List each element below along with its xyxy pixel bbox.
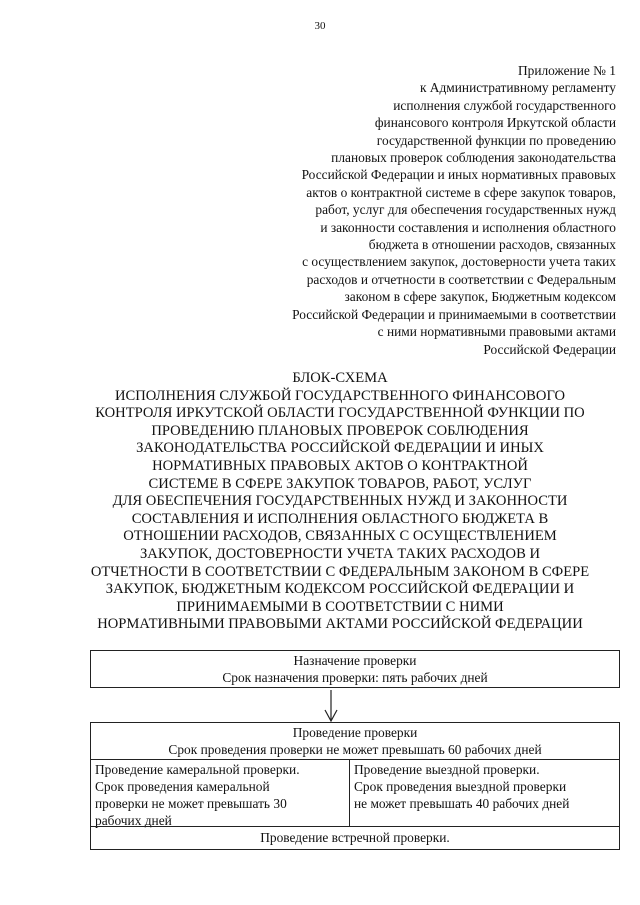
title-line: ПРИНИМАЕМЫМИ В СООТВЕТСТВИИ С НИМИ (176, 598, 504, 615)
conduct-title: Проведение проверки (292, 725, 418, 740)
appendix-line: с ними нормативными правовыми актами (377, 324, 616, 340)
appendix-line: Российской Федерации и принимаемыми в соответствии (292, 306, 616, 322)
down-arrow-icon (324, 690, 338, 722)
desk-word: камеральной (196, 779, 270, 794)
title-line: ОТНОШЕНИИ РАСХОДОВ, СВЯЗАННЫХ С ОСУЩЕСТВЛЕНИЕМ (123, 528, 557, 545)
desk-line: рабочих дней (95, 813, 172, 828)
desk-inspection-cell (90, 759, 350, 827)
title-line: ЗАКУПОК, БЮДЖЕТНЫМ КОДЕКСОМ РОССИЙСКОЙ ФЕДЕРАЦИИ И (105, 581, 575, 598)
appendix-line: работ, услуг для обеспечения государственных нужд (315, 202, 616, 218)
appendix-line: Приложение № 1 (517, 63, 616, 78)
block-scheme-title (60, 370, 620, 634)
title-line: КОНТРОЛЯ ИРКУТСКОЙ ОБЛАСТИ ГОСУДАРСТВЕННОЙ ФУНКЦИИ ПО (95, 405, 585, 422)
title-line: ДЛЯ ОБЕСПЕЧЕНИЯ ГОСУДАРСТВЕННЫХ НУЖД И ЗАКОННОСТИ (112, 493, 568, 510)
desk-word: проверки (95, 796, 149, 811)
desk-word: превышать (207, 796, 271, 811)
title-line: ИСПОЛНЕНИЯ СЛУЖБОЙ ГОСУДАРСТВЕННОГО ФИНАНСОВОГО (114, 387, 566, 404)
conduct-term: Срок проведения проверки не может превышать 60 рабочих дней (168, 742, 542, 757)
appendix-line: законом в сфере закупок, Бюджетным кодексом (344, 289, 616, 305)
appendix-line: исполнения службой государственного (393, 97, 616, 113)
appendix-line: бюджета в отношении расходов, связанных (368, 237, 616, 253)
assignment-box (90, 650, 620, 688)
appendix-line: и законности составления и исполнения областного (320, 219, 616, 235)
page-number: 30 (314, 20, 326, 32)
appendix-line: с осуществлением закупок, достоверности учета таких (302, 254, 616, 270)
field-inspection-cell (349, 759, 620, 827)
desk-word: проведения (127, 779, 194, 794)
desk-line (95, 761, 345, 778)
title-line: ОТЧЕТНОСТИ В СООТВЕТСТВИИ С ФЕДЕРАЛЬНЫМ ЗАКОНОМ В СФЕРЕ (90, 563, 590, 580)
title-line: НОРМАТИВНЫХ ПРАВОВЫХ АКТОВ О КОНТРАКТНОЙ (152, 457, 528, 474)
appendix-line: расходов и отчетности в соответствии с Федеральным (306, 271, 616, 287)
assignment-title: Назначение проверки (293, 653, 417, 668)
desk-word: Проведение (95, 762, 164, 777)
desk-word: Срок (95, 779, 124, 794)
desk-word: может (167, 796, 204, 811)
conduct-box (90, 722, 620, 760)
title-line: СИСТЕМЕ В СФЕРЕ ЗАКУПОК ТОВАРОВ, РАБОТ, УСЛУГ (148, 475, 532, 492)
appendix-heading (196, 62, 616, 358)
desk-word: не (151, 796, 165, 811)
desk-line (95, 795, 345, 812)
inspection-types-row (90, 759, 620, 827)
appendix-line: актов о контрактной системе в сфере закупок товаров, (306, 184, 616, 200)
appendix-line: плановых проверок соблюдения законодательства (331, 150, 616, 166)
title-line: СОСТАВЛЕНИЯ И ИСПОЛНЕНИЯ ОБЛАСТНОГО БЮДЖЕТА В (131, 510, 549, 527)
assignment-term: Срок назначения проверки: пять рабочих дней (222, 670, 488, 685)
appendix-line: государственной функции по проведению (376, 132, 616, 148)
field-title: Проведение выездной проверки. (354, 762, 540, 777)
appendix-line: Российской Федерации (483, 341, 616, 357)
title-line: ЗАКУПОК, ДОСТОВЕРНОСТИ УЧЕТА ТАКИХ РАСХОДОВ И (140, 545, 540, 562)
title-line: БЛОК-СХЕМА (292, 370, 388, 386)
field-term-line: не может превышать 40 рабочих дней (354, 796, 570, 811)
desk-word: 30 (273, 796, 287, 811)
counter-inspection-box (90, 826, 620, 850)
title-line: НОРМАТИВНЫМИ ПРАВОВЫМИ АКТАМИ РОССИЙСКОЙ ФЕДЕРАЦИИ (97, 616, 583, 633)
appendix-line: финансового контроля Иркутской области (374, 115, 616, 131)
desk-word: камеральной (166, 762, 240, 777)
appendix-line: к Административному регламенту (419, 80, 616, 96)
desk-word: проверки. (243, 762, 300, 777)
appendix-line: Российской Федерации и иных нормативных правовых (301, 167, 616, 183)
title-line: ПРОВЕДЕНИЮ ПЛАНОВЫХ ПРОВЕРОК СОБЛЮДЕНИЯ (151, 422, 529, 439)
title-line: ЗАКОНОДАТЕЛЬСТВА РОССИЙСКОЙ ФЕДЕРАЦИИ И ИНЫХ (136, 440, 544, 457)
counter-title: Проведение встречной проверки. (260, 830, 450, 845)
desk-line (95, 778, 345, 795)
field-term-line: Срок проведения выездной проверки (354, 779, 567, 794)
